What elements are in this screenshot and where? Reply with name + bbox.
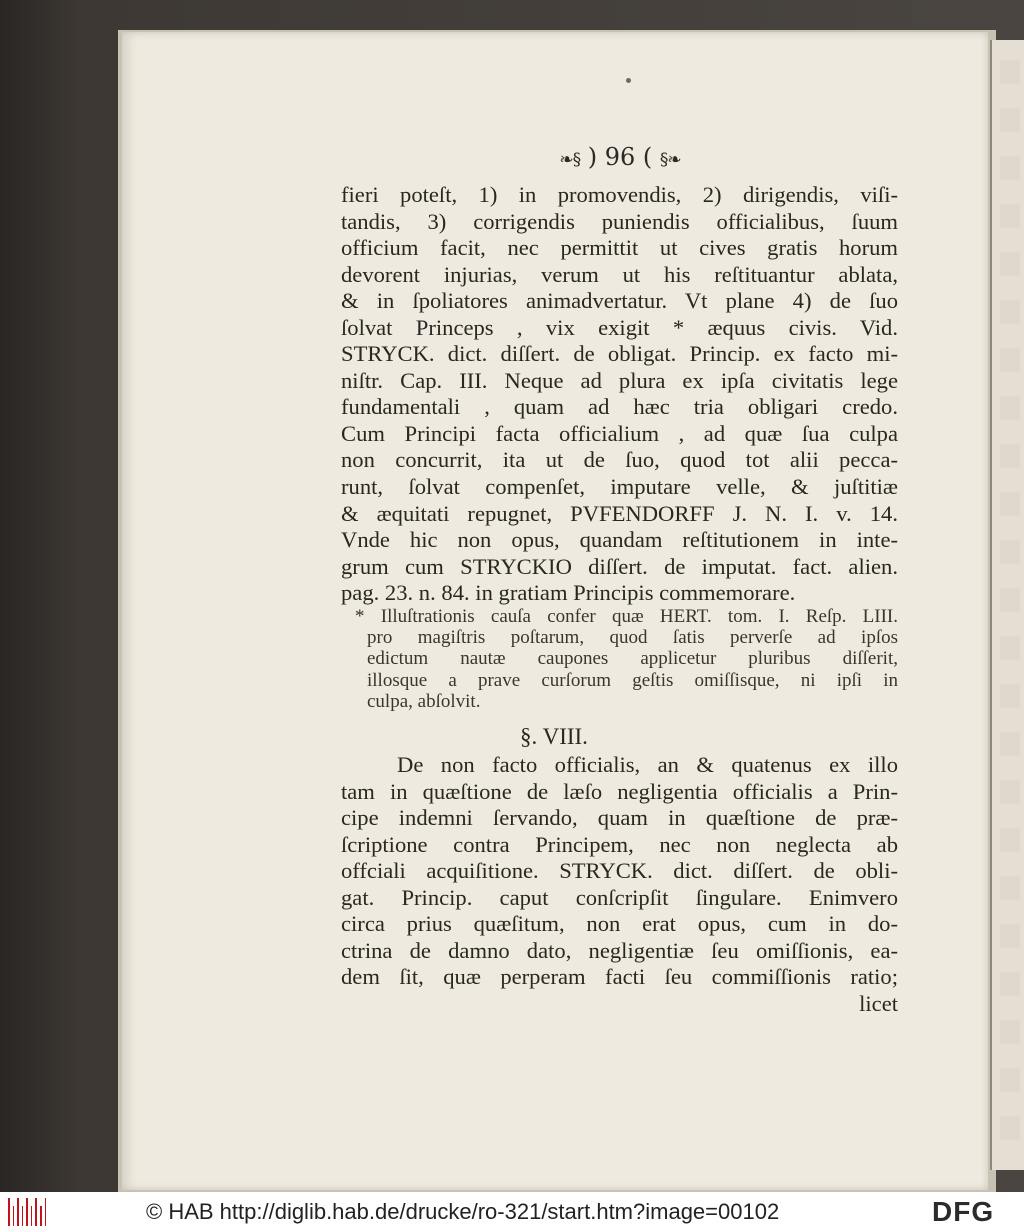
page-number: ) 96 (: [587, 143, 653, 171]
text-line: & in ſpoliatores animadvertatur. Vt plane 4) de ſuo: [341, 288, 898, 314]
footnote-block: [341, 606, 898, 712]
text-line: tandis, 3) corrigendis puniendis officialibus, ſuum: [341, 208, 898, 234]
text-line: niſtr. Cap. III. Neque ad plura ex ipſa civitatis lege: [341, 367, 898, 393]
footer-copyright-link[interactable]: © HAB http://diglib.hab.de/drucke/ro-321/start.htm?image=00102: [146, 1199, 780, 1224]
text-line: grum cum STRYCKIO diſſert. de imputat. fact. alien.: [341, 553, 898, 579]
ornament-left-icon: ❧§: [559, 150, 581, 170]
adjacent-page-texture: [1000, 60, 1020, 1150]
text-line: offciali acquiſitione. STRYCK. dict. diſſert. de obli-: [341, 858, 898, 884]
text-line: non concurrit, ita ut de ſuo, quod tot alii pecca-: [341, 447, 898, 473]
text-line: Vnde hic non opus, quandam reſtitutionem in inte-: [341, 527, 898, 553]
text-line: runt, ſolvat compenſet, imputare velle, & juſtitiæ: [341, 474, 898, 500]
text-line: ſcriptione contra Principem, nec non neglecta ab: [341, 831, 898, 857]
text-line: devorent injurias, verum ut his reſtituantur ablata,: [341, 261, 898, 287]
text-line: gat. Princip. caput conſcripſit ſingulare. Enimvero: [341, 884, 898, 910]
catchword: licet: [859, 990, 898, 1016]
text-line: ſolvat Princeps , vix exigit * æquus civis. Vid.: [341, 314, 898, 340]
text-line: officium facit, nec permittit ut cives gratis horum: [341, 235, 898, 261]
running-head: [520, 140, 720, 174]
text-line: De non facto officialis, an & quatenus ex illo: [397, 752, 898, 777]
footnote-line: edictum nautæ caupones applicetur pluribus diſſerit,: [367, 648, 898, 670]
section-text-block: [341, 752, 898, 1017]
text-line: Cum Principi facta officialium , ad quæ ſua culpa: [341, 420, 898, 446]
main-text-block: [341, 182, 898, 607]
footnote-line: pro magiſtris poſtarum, quod ſatis perverſe ad ipſos: [367, 627, 898, 649]
footnote-line: illosque a prave curſorum geſtis omiſſisque, ni ipſi in: [367, 669, 898, 691]
text-line: fundamentali , quam ad hæc tria obligari credo.: [341, 394, 898, 420]
text-line: ctrina de damno dato, negligentiæ ſeu omiſſionis, ea-: [341, 937, 898, 963]
section-heading: §. VIII.: [520, 724, 588, 749]
text-line: STRYCK. dict. diſſert. de obligat. Princip. ex facto mi-: [341, 341, 898, 367]
text-line: dem ſit, quæ perperam facti ſeu commiſſionis ratio;: [341, 964, 898, 990]
footnote-line: * Illuſtrationis cauſa confer quæ HERT. tom. I. Reſp. LIII.: [355, 606, 898, 627]
text-line: circa prius quæſitum, non erat opus, cum in do-: [341, 911, 898, 937]
text-line: cipe indemni ſervando, quam in quæſtione de præ-: [341, 805, 898, 831]
footer-bar: [0, 1192, 1024, 1232]
text-line: pag. 23. n. 84. in gratiam Principis commemorare.: [341, 580, 796, 606]
dfg-logo: DFG: [932, 1196, 995, 1227]
footnote-line: culpa, abſolvit.: [367, 690, 481, 712]
page-mark: [626, 78, 631, 83]
text-line: tam in quæſtione de læſo negligentia officialis a Prin-: [341, 778, 898, 804]
text-line: fieri poteſt, 1) in promovendis, 2) dirigendis, viſi-: [341, 182, 898, 207]
text-line: & æquitati repugnet, PVFENDORFF J. N. I. v. 14.: [341, 500, 898, 526]
hab-logo-icon: [8, 1198, 46, 1226]
ornament-right-icon: §❧: [659, 150, 681, 170]
